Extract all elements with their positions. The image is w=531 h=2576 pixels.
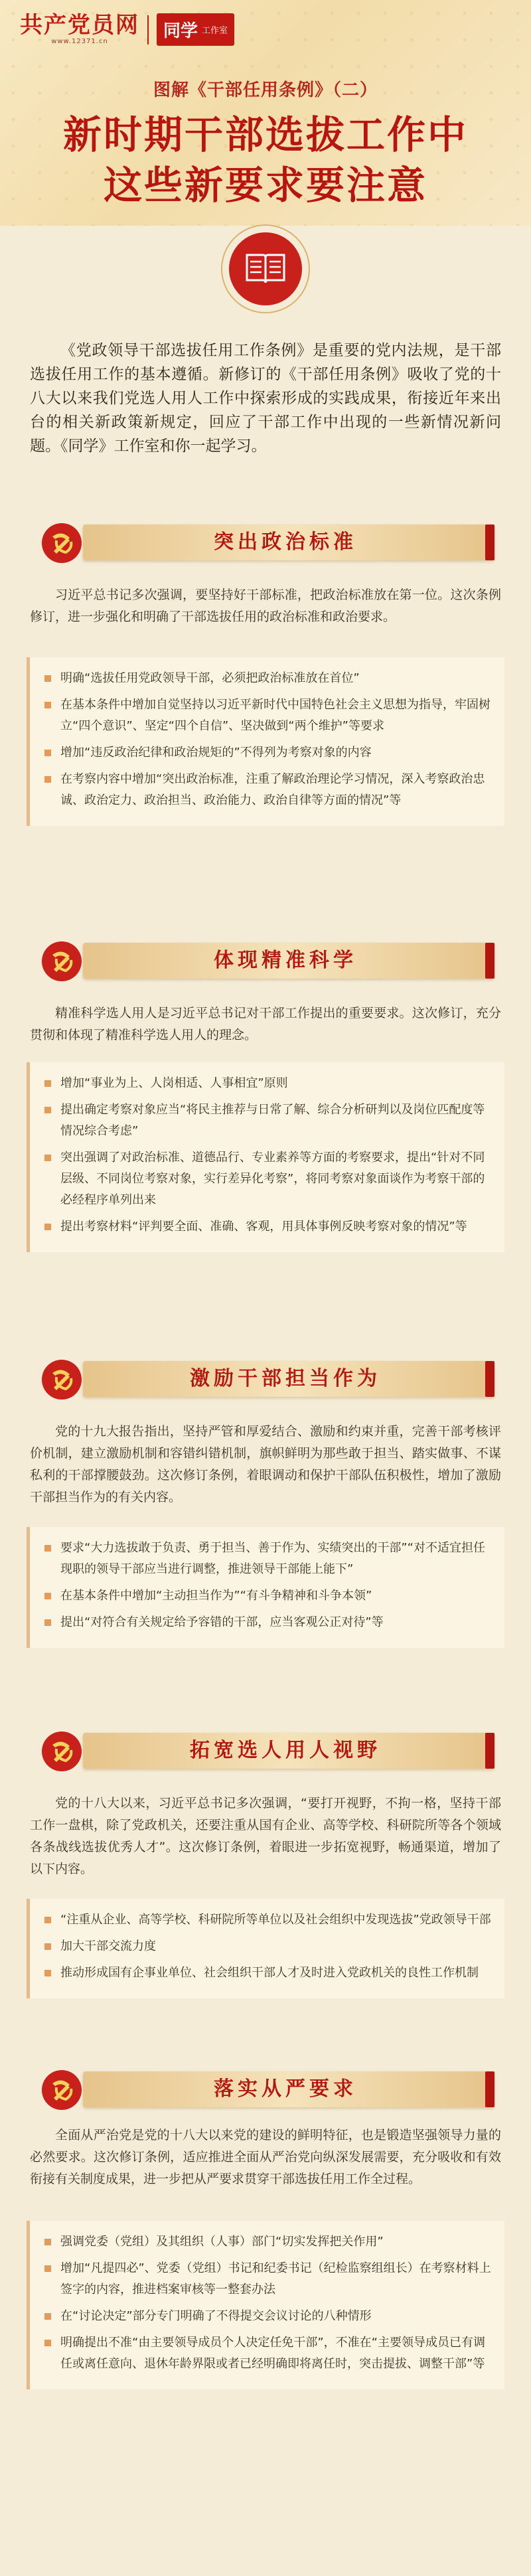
banner-ribbon xyxy=(485,1733,494,1769)
section-banner-incentive xyxy=(37,1354,494,1402)
logo-divider xyxy=(147,15,149,44)
banner-ribbon xyxy=(485,524,494,560)
bullet-panel xyxy=(27,657,504,826)
section-lead: 精准科学选人用人是习近平总书记对干部工作提出的重要要求。这次修订，充分贯彻和体现了精准科学选人用人的理念。 xyxy=(30,1006,501,1042)
section-lead: 党的十九大报告指出，坚持严管和厚爱结合、激励和约束并重，完善干部考核评价机制，建立激励机制和容错纠错机制，旗帜鲜明为那些敢于担当、踏实做事、不谋私利的干部撑腰鼓劲。这次修订条例，着眼调动和保护干部队伍积极性，增加了激励干部担当作为的有关内容。 xyxy=(30,1424,501,1504)
section-banner-vision xyxy=(37,1726,494,1774)
list-item: 在“讨论决定”部分专门明确了不得提交会议讨论的八种情形 xyxy=(43,2306,491,2327)
section-lead: 党的十八大以来，习近平总书记多次强调，“要打开视野，不拘一格，坚持干部工作一盘棋，除了党政机关，还要注重从国有企业、高等学校、科研院所等各个领域各条战线选拔优秀人才”。这次修订条例，着眼进一步拓宽视野，畅通渠道，增加了以下内容。 xyxy=(30,1796,501,1876)
list-item: 增加“凡提四必”、党委（党组）书记和纪委书记（纪检监察组组长）在考察材料上签字的内容，推进档案审核等一整套办法 xyxy=(43,2258,491,2300)
list-item: 突出强调了对政治标准、道德品行、专业素养等方面的考察要求，提出“针对不同层级、不同岗位考察对象，实行差异化考察”，将同考察对象面谈作为考察干部的必经程序单列出来 xyxy=(43,1147,491,1211)
section-title: 激励干部担当作为 xyxy=(190,1367,381,1390)
list-item: 明确提出不准“由主要领导成员个人决定任免干部”，不准在“主要领导成员已有调任或离任意向、退休年龄界限或者已经明确即将离任时，突击提拔、调整干部”等 xyxy=(43,2332,491,2375)
list-item: 在考察内容中增加“突出政治标准，注重了解政治理论学习情况，深入考察政治忠诚、政治定力、政治担当、政治能力、政治自律等方面的情况”等 xyxy=(43,769,491,811)
section-banner-strict xyxy=(37,2065,494,2113)
logo-secondary-big: 同学 xyxy=(163,21,198,41)
party-emblem-icon xyxy=(37,518,90,566)
bullet-panel xyxy=(27,2221,504,2389)
list-item: 强调党委（党组）及其组织（人事）部门“切实发挥把关作用” xyxy=(43,2231,491,2253)
list-item: 加大干部交流力度 xyxy=(43,1936,491,1957)
party-emblem-icon xyxy=(37,1726,90,1774)
section-title: 突出政治标准 xyxy=(214,530,357,554)
banner-ribbon xyxy=(485,2071,494,2107)
section-title: 拓宽选人用人视野 xyxy=(190,1739,381,1762)
list-item: 明确“选拔任用党政领导干部，必须把政治标准放在首位” xyxy=(43,668,491,689)
section-banner-political xyxy=(37,518,494,566)
logo-primary-url: www.12371.cn xyxy=(51,38,108,45)
section-title: 落实从严要求 xyxy=(214,2077,357,2101)
list-item: 在基本条件中增加自觉坚持以习近平新时代中国特色社会主义思想为指导，牢固树立“四个意识”、坚定“四个自信”、坚决做到“两个维护”等要求 xyxy=(43,694,491,737)
intro-paragraph: 《党政领导干部选拔任用工作条例》是重要的党内法规，是干部选拔任用工作的基本遵循。新修订的《干部任用条例》吸收了党的十八大以来我们党选人用人工作中探索形成的实践成果，衔接近年来出台的相关新政策新规定，回应了干部工作中出现的一些新情况新问题。《同学》工作室和你一起学习。 xyxy=(30,342,501,455)
section-title: 体现精准科学 xyxy=(214,949,357,972)
party-emblem-icon xyxy=(37,936,90,984)
party-emblem-icon xyxy=(37,1354,90,1402)
section-lead: 全面从严治党是党的十八大以来党的建设的鲜明特征，也是锻造坚强领导力量的必然要求。这次修订条例，适应推进全面从严治党向纵深发展需要，充分吸收和有效衔接有关制度成果，进一步把从严要求贯穿干部选拔任用工作全过程。 xyxy=(30,2128,501,2186)
banner-ribbon xyxy=(485,1361,494,1397)
page-subtitle: 图解《干部任用条例》（二） xyxy=(153,80,378,100)
logo-primary[interactable] xyxy=(20,14,139,45)
list-item: 推动形成国有企事业单位、社会组织干部人才及时进入党政机关的良性工作机制 xyxy=(43,1963,491,1984)
list-item: 增加“事业为上、人岗相适、人事相宜”原则 xyxy=(43,1073,491,1094)
list-item: 提出确定考察对象应当“将民主推荐与日常了解、综合分析研判以及岗位匹配度等情况综合考虑” xyxy=(43,1099,491,1142)
list-item: 提出“对符合有关规定给予容错的干部，应当客观公正对待”等 xyxy=(43,1612,491,1633)
list-item: 要求“大力选拔敢于负责、勇于担当、善于作为、实绩突出的干部”“对不适宜担任现职的领导干部应当进行调整，推进领导干部能上能下” xyxy=(43,1538,491,1580)
section-lead: 习近平总书记多次强调，要坚持好干部标准，把政治标准放在第一位。这次条例修订，进一步强化和明确了干部选拔任用的政治标准和政治要求。 xyxy=(30,588,501,624)
list-item: 在基本条件中增加“主动担当作为”“有斗争精神和斗争本领” xyxy=(43,1585,491,1607)
logo-bar xyxy=(20,13,234,46)
bullet-panel xyxy=(27,1899,504,1998)
banner-ribbon xyxy=(485,943,494,979)
logo-secondary-small: 工作室 xyxy=(202,26,228,36)
bullet-panel xyxy=(27,1527,504,1648)
list-item: 增加“违反政治纪律和政治规矩的”不得列为考察对象的内容 xyxy=(43,742,491,764)
list-item: “注重从企业、高等学校、科研院所等单位以及社会组织中发现选拔”党政领导干部 xyxy=(43,1909,491,1931)
page-title-line2: 这些新要求要注意 xyxy=(103,163,427,208)
section-banner-precision xyxy=(37,936,494,984)
party-emblem-icon xyxy=(37,2065,90,2113)
page-title-line1: 新时期干部选拔工作中 xyxy=(62,112,468,157)
bullet-panel xyxy=(27,1062,504,1252)
logo-secondary[interactable] xyxy=(157,13,234,46)
list-item: 提出考察材料“评判要全面、准确、客观，用具体事例反映考察对象的情况”等 xyxy=(43,1216,491,1238)
logo-primary-text: 共产党员网 xyxy=(20,12,139,39)
book-icon xyxy=(229,232,302,305)
page-title xyxy=(0,110,531,210)
